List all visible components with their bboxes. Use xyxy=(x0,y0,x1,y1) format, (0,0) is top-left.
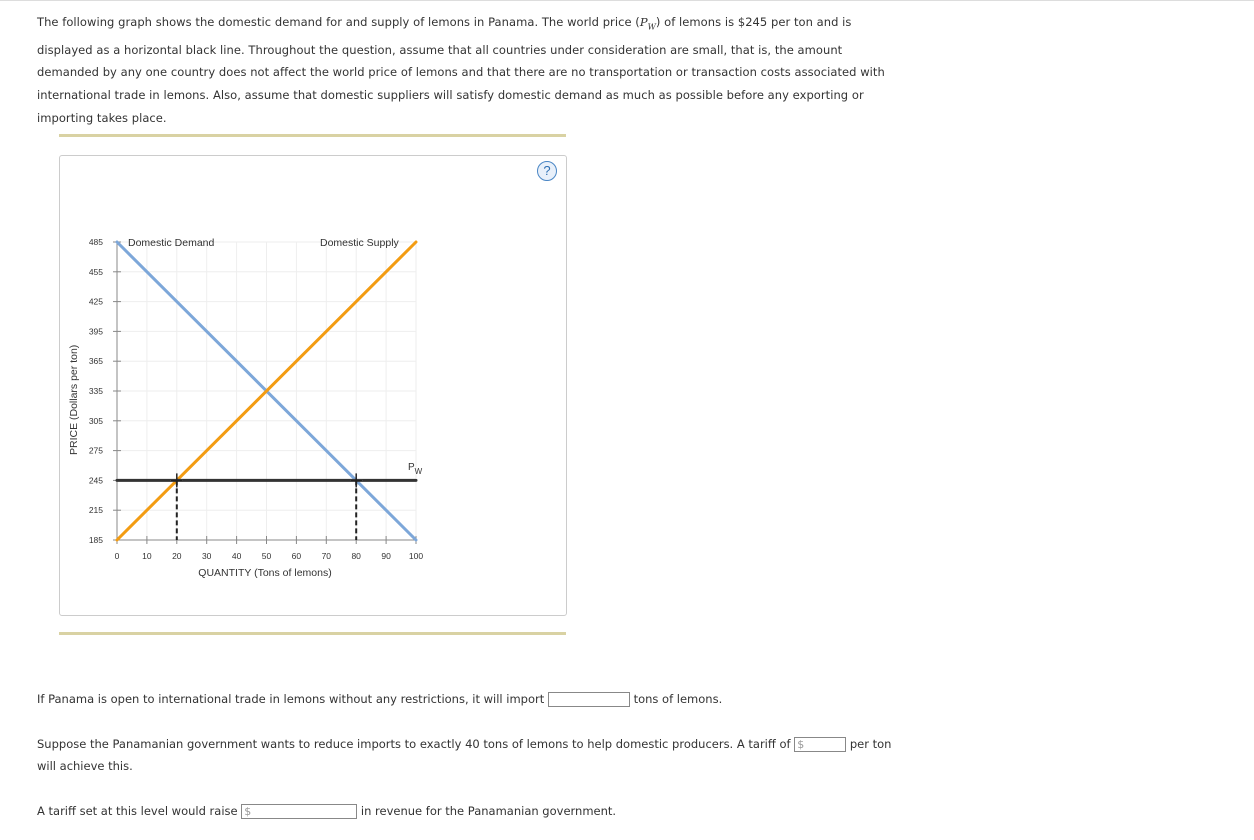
demand-label: Domestic Demand xyxy=(128,237,215,249)
question-tariff-cont: will achieve this. xyxy=(37,759,133,773)
x-tick-label: 30 xyxy=(201,551,212,561)
y-tick-label: 455 xyxy=(88,266,103,277)
y-tick-label: 485 xyxy=(88,237,103,247)
question-intro: The following graph shows the domestic demand for and supply of lemons in Panama. The world price $(P_W)$ of lemons is $245 per ton and is displayed as a horizontal black line. Throughout the question, assume that all countries under consideration are small, that is, the amount demanded by any one country does not affect the world price of lemons and that there are no transportation or transaction costs associated with international trade in lemons. Also, assume that domestic suppliers will satisfy domestic demand as much as possible before any exporting or importing takes place. xyxy=(37,15,885,125)
supply-label: Domestic Supply xyxy=(320,237,399,249)
question-tariff: Suppose the Panamanian government wants to reduce imports to exactly 40 tons of lemons to help domestic producers. A tariff of $ per ton xyxy=(37,737,892,751)
x-tick-label: 90 xyxy=(381,551,391,561)
world-price-symbol: $P_W$ xyxy=(639,15,656,32)
bottom-rule xyxy=(59,632,566,635)
x-tick-label: 50 xyxy=(261,551,272,561)
y-tick-label: 185 xyxy=(88,535,103,545)
x-tick-label: 60 xyxy=(291,551,302,561)
x-tick-label: 40 xyxy=(231,551,242,561)
x-tick-label: 10 xyxy=(142,551,152,561)
y-tick-label: 335 xyxy=(88,386,103,396)
revenue-input[interactable]: $ xyxy=(241,804,357,819)
x-tick-label: 20 xyxy=(172,551,182,561)
y-tick-label: 365 xyxy=(88,356,103,367)
x-tick-label: 70 xyxy=(321,551,332,561)
x-tick-label: 0 xyxy=(114,551,120,561)
world-price-label: $P_W$ xyxy=(408,462,423,476)
x-axis-label: QUANTITY (Tons of lemons) xyxy=(198,567,332,579)
question-imports: If Panama is open to international trade in lemons without any restrictions, it will import tons of lemons. xyxy=(37,692,723,706)
y-tick-label: 395 xyxy=(88,326,103,337)
y-tick-label: 425 xyxy=(88,296,103,307)
y-axis-label: PRICE (Dollars per ton) xyxy=(68,344,80,455)
tariff-input[interactable]: $ xyxy=(794,737,846,752)
y-tick-label: 215 xyxy=(88,505,103,516)
imports-input[interactable] xyxy=(548,692,630,707)
x-tick-label: 80 xyxy=(351,551,361,561)
y-tick-label: 275 xyxy=(88,445,103,456)
y-tick-label: 245 xyxy=(88,475,103,486)
y-tick-label: 305 xyxy=(88,415,103,426)
help-icon[interactable]: ? xyxy=(537,161,557,181)
x-tick-label: 100 xyxy=(408,551,424,561)
question-revenue: A tariff set at this level would raise $ in revenue for the Panamanian government. xyxy=(37,804,617,818)
